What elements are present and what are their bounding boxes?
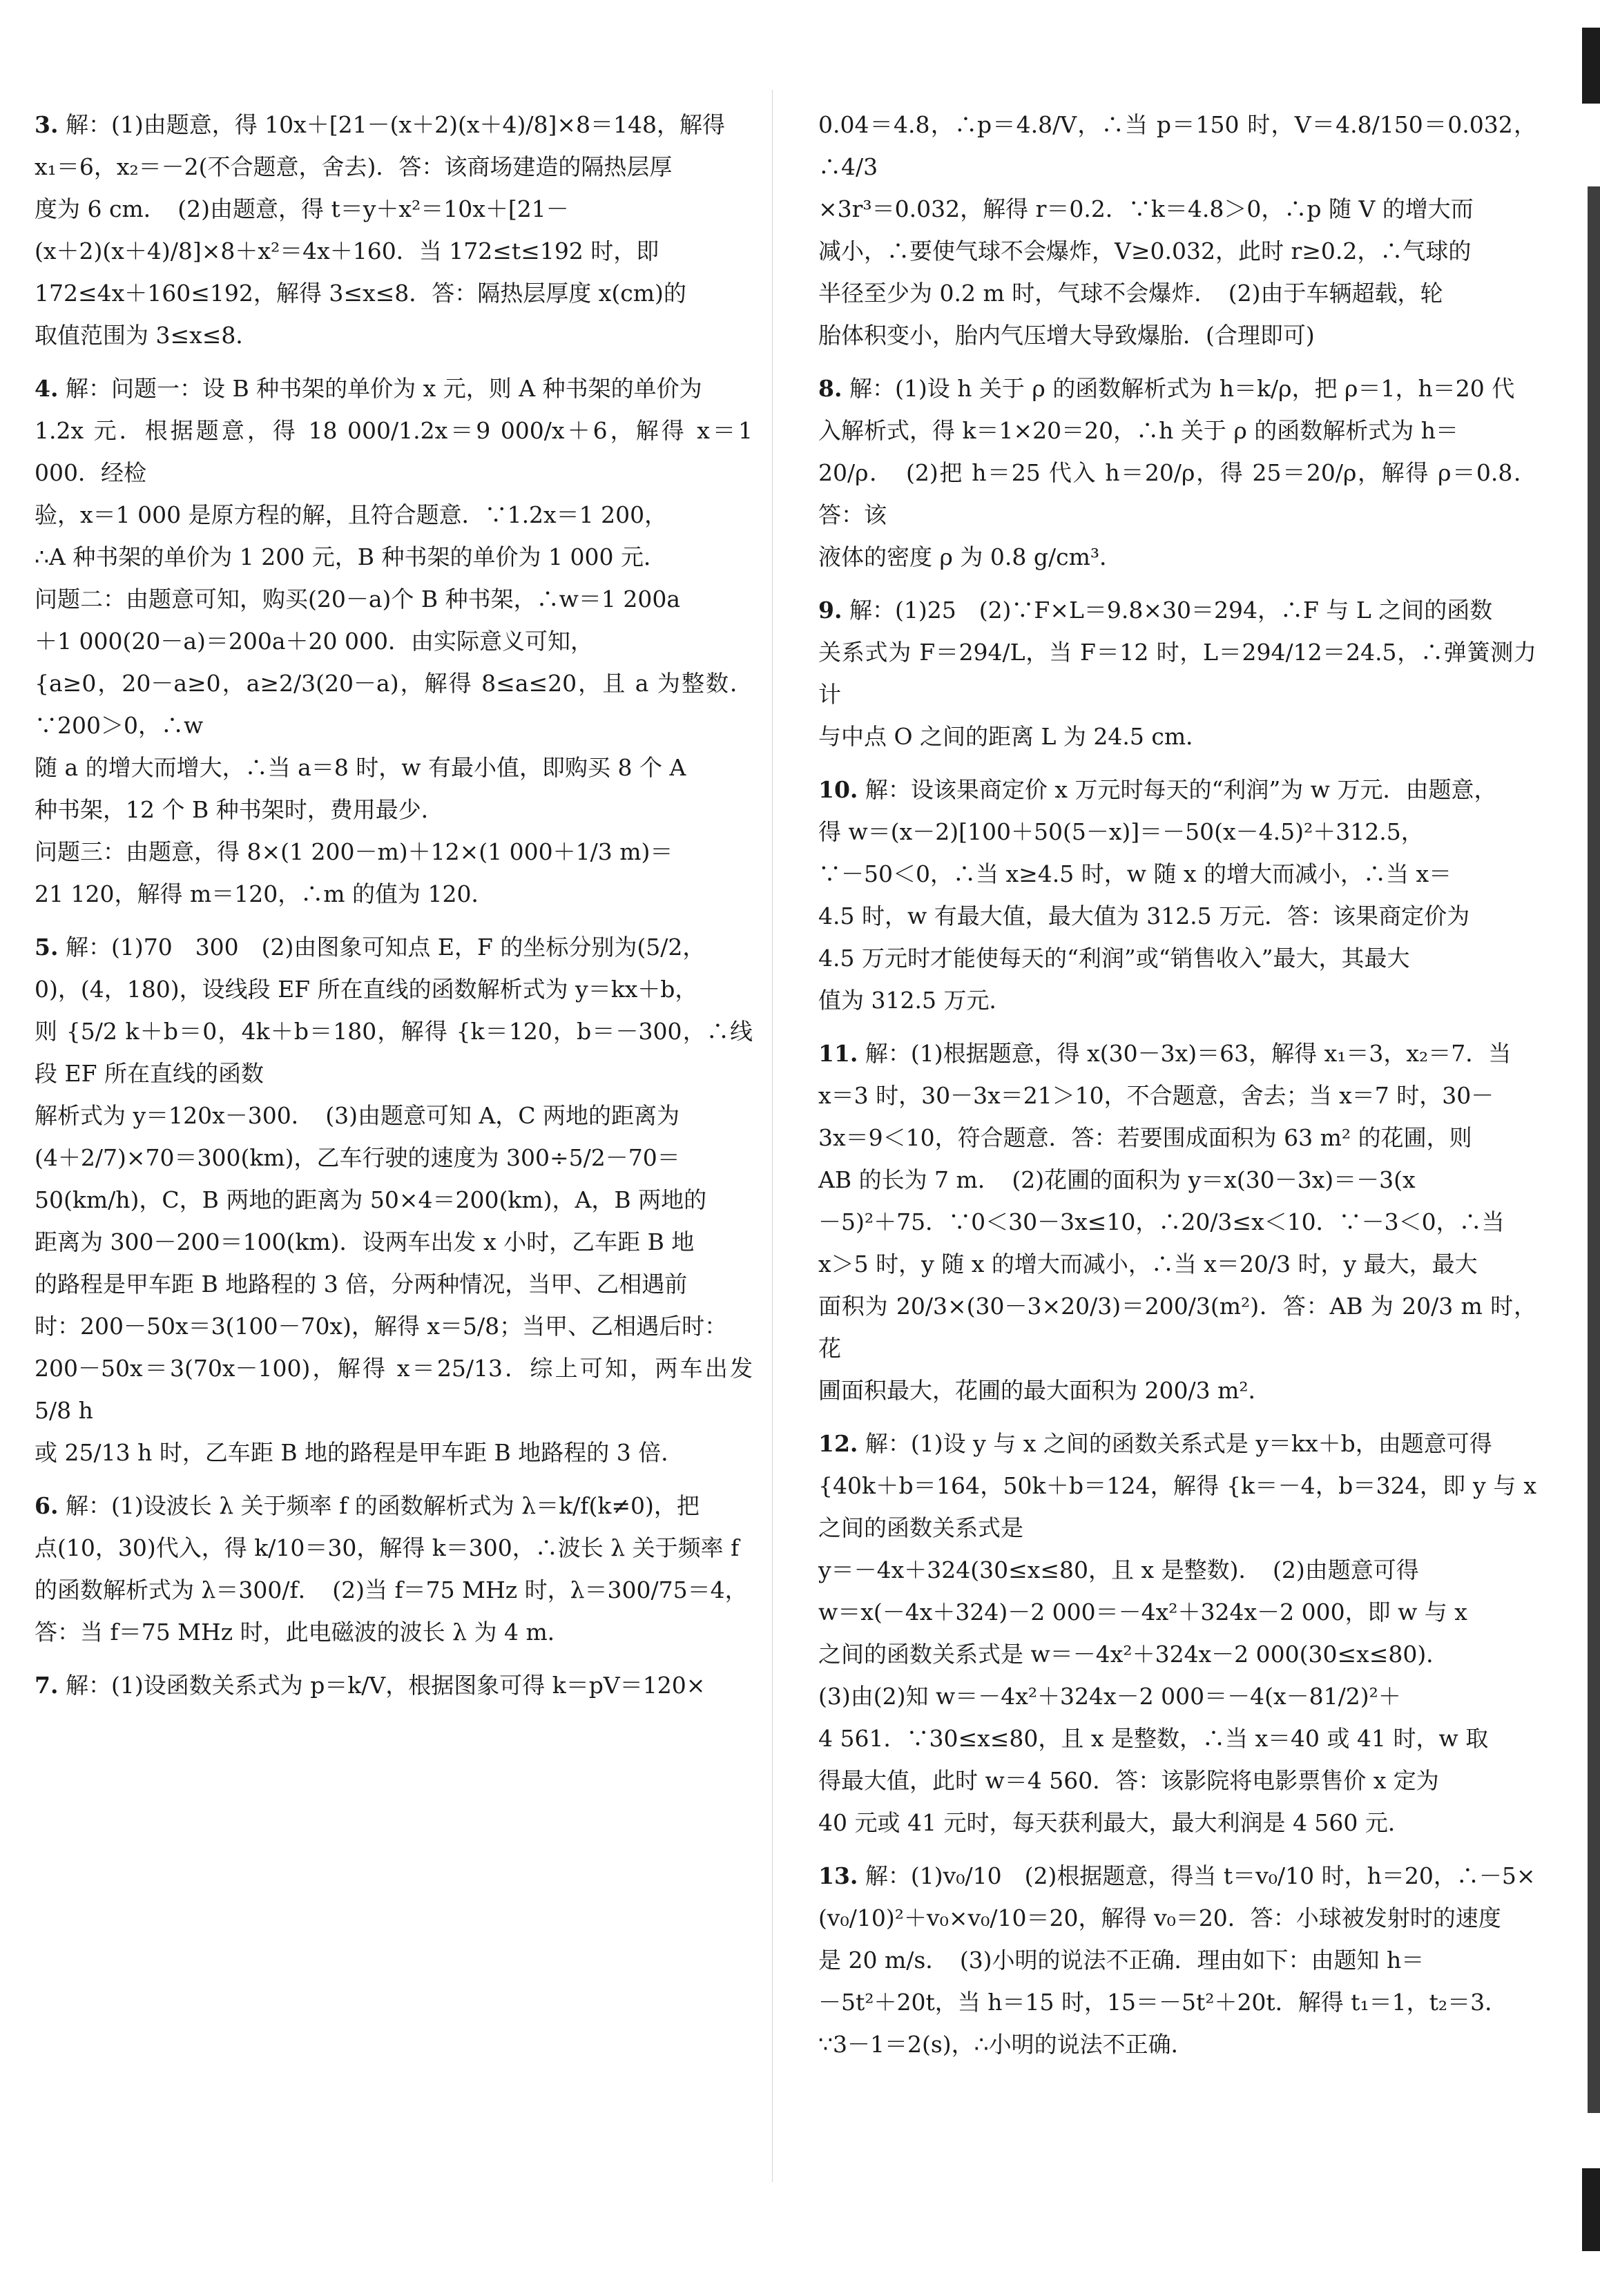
line-text: 问题三：由题意，得 8×(1 200－m)＋12×(1 000＋1/3 m)＝ xyxy=(35,838,673,865)
line-text: 取值范围为 3≤x≤8． xyxy=(35,322,259,349)
solution-line xyxy=(35,230,753,272)
line-text: 点(10，30)代入，得 k/10＝30，解得 k＝300，∴波长 λ 关于频率 f xyxy=(35,1534,740,1561)
solution-line xyxy=(818,536,1536,578)
solution-block xyxy=(35,367,753,915)
solution-block xyxy=(35,1485,753,1653)
solution-block xyxy=(35,1664,753,1706)
line-text: 关系式为 F＝294/L，当 F＝12 时，L＝294/12＝24.5，∴弹簧测力计 xyxy=(818,639,1536,708)
line-text: 值为 312.5 万元． xyxy=(818,987,1012,1014)
line-text: 4.5 万元时才能使每天的“利润”或“销售收入”最大，其最大 xyxy=(818,945,1410,972)
solution-block xyxy=(818,1855,1536,2065)
line-text: 解：(1)70 300 (2)由图象可知点 E，F 的坐标分别为(5/2， xyxy=(65,934,706,961)
solution-line xyxy=(818,1855,1536,1897)
solution-line xyxy=(35,1347,753,1431)
solution-line xyxy=(818,1369,1536,1411)
line-text: 度为 6 cm． (2)由题意，得 t＝y＋x²＝10x＋[21－ xyxy=(35,195,569,222)
solution-block xyxy=(818,367,1536,578)
solution-line xyxy=(35,1305,753,1347)
solution-line xyxy=(35,1431,753,1474)
solution-line xyxy=(818,1633,1536,1675)
solution-line xyxy=(818,1201,1536,1243)
solution-line xyxy=(35,1010,753,1094)
solution-block xyxy=(818,589,1536,758)
line-text: (x＋2)(x＋4)/8]×8＋x²＝4x＋160．当 172≤t≤192 时，即 xyxy=(35,238,659,264)
line-text: 解：(1)设函数关系式为 p＝k/V，根据图象可得 k＝pV＝120× xyxy=(65,1672,706,1699)
line-text: 50(km/h)，C，B 两地的距离为 50×4＝200(km)，A，B 两地的 xyxy=(35,1186,707,1213)
solution-line xyxy=(35,1527,753,1569)
line-text: 解：问题一：设 B 种书架的单价为 x 元，则 A 种书架的单价为 xyxy=(65,375,702,402)
solution-line xyxy=(818,853,1536,895)
solution-line xyxy=(818,188,1536,230)
line-text: 圃面积最大，花圃的最大面积为 200/3 m²． xyxy=(818,1377,1271,1404)
solution-line xyxy=(35,1137,753,1179)
solution-line xyxy=(818,811,1536,853)
line-text: 解：(1)设波长 λ 关于频率 f 的函数解析式为 λ＝k/f(k≠0)，把 xyxy=(65,1492,700,1519)
solution-block xyxy=(818,1032,1536,1411)
line-text: 4.5 时，w 有最大值，最大值为 312.5 万元．答：该果商定价为 xyxy=(818,903,1470,929)
line-text: 面积为 20/3×(30－3×20/3)＝200/3(m²)．答：AB 为 20/3 m 时，花 xyxy=(818,1293,1536,1362)
line-text: x＞5 时，y 随 x 的增大而减小，∴当 x＝20/3 时，y 最大，最大 xyxy=(818,1251,1478,1277)
line-text: 随 a 的增大而增大，∴当 a＝8 时，w 有最小值，即购买 8 个 A xyxy=(35,754,686,781)
line-text: y＝－4x＋324(30≤x≤80，且 x 是整数)． (2)由题意可得 xyxy=(818,1556,1419,1583)
line-text: 4 561．∵30≤x≤80，且 x 是整数，∴当 x＝40 或 41 时，w 取 xyxy=(818,1725,1489,1752)
line-text: 胎体积变小，胎内气压增大导致爆胎．(合理即可) xyxy=(818,322,1315,349)
problem-number: 9. xyxy=(818,597,842,624)
solution-line xyxy=(818,1675,1536,1717)
problem-number: 13. xyxy=(818,1862,858,1889)
left-column xyxy=(35,104,753,1717)
solution-line xyxy=(818,314,1536,356)
solution-line xyxy=(818,1285,1536,1369)
line-text: 之间的函数关系式是 w＝－4x²＋324x－2 000(30≤x≤80)． xyxy=(818,1641,1449,1668)
solution-line xyxy=(35,1221,753,1263)
line-text: 或 25/13 h 时，乙车距 B 地的路程是甲车距 B 地路程的 3 倍． xyxy=(35,1439,684,1466)
solution-block xyxy=(818,1422,1536,1844)
solution-line xyxy=(35,1664,753,1706)
solution-line xyxy=(818,1117,1536,1159)
solution-block xyxy=(818,769,1536,1021)
line-text: {a≥0，20－a≥0，a≥2/3(20－a)，解得 8≤a≤20，且 a 为整数．∵200＞0，∴w xyxy=(35,670,753,739)
problem-number: 12. xyxy=(818,1430,858,1457)
solution-line xyxy=(818,1032,1536,1074)
line-text: 解析式为 y＝120x－300． (3)由题意可知 A，C 两地的距离为 xyxy=(35,1102,680,1129)
line-text: 答：当 f＝75 MHz 时，此电磁波的波长 λ 为 4 m． xyxy=(35,1619,570,1646)
line-text: 种书架，12 个 B 种书架时，费用最少． xyxy=(35,796,444,823)
column-divider xyxy=(772,90,773,2182)
line-text: 20/ρ． (2)把 h＝25 代入 h＝20/ρ，得 25＝20/ρ，解得 ρ＝0.8．答：该 xyxy=(818,459,1536,528)
line-text: x＝3 时，30－3x＝21＞10，不合题意，舍去；当 x＝7 时，30－ xyxy=(818,1082,1494,1109)
solution-line xyxy=(35,662,753,746)
solution-line xyxy=(818,1549,1536,1591)
line-text: ∵－50＜0，∴当 x≥4.5 时，w 随 x 的增大而减小，∴当 x＝ xyxy=(818,860,1452,887)
line-text: 0.04＝4.8，∴p＝4.8/V，∴当 p＝150 时，V＝4.8/150＝0.032，∴4/3 xyxy=(818,111,1536,180)
solution-line xyxy=(818,367,1536,409)
problem-number: 7. xyxy=(35,1672,59,1699)
solution-line xyxy=(35,968,753,1010)
line-text: (3)由(2)知 w＝－4x²＋324x－2 000＝－4(x－81/2)²＋ xyxy=(818,1683,1401,1710)
line-text: ∵3－1＝2(s)，∴小明的说法不正确． xyxy=(818,2031,1194,2058)
solution-block xyxy=(35,104,753,356)
line-text: 200－50x＝3(70x－100)，解得 x＝25/13．综上可知，两车出发 5/8 h xyxy=(35,1355,753,1424)
problem-number: 8. xyxy=(818,375,842,402)
solution-line xyxy=(818,979,1536,1021)
line-text: AB 的长为 7 m． (2)花圃的面积为 y＝x(30－3x)＝－3(x xyxy=(818,1166,1416,1193)
line-text: 得最大值，此时 w＝4 560．答：该影院将电影票售价 x 定为 xyxy=(818,1767,1439,1794)
solution-line xyxy=(818,1074,1536,1117)
scan-edge-mark xyxy=(1582,28,1600,104)
line-text: 得 w＝(x－2)[100＋50(5－x)]＝－50(x－4.5)²＋312.5， xyxy=(818,818,1424,845)
problem-number: 6. xyxy=(35,1492,59,1519)
solution-line xyxy=(818,1802,1536,1844)
line-text: ×3r³＝0.032，解得 r＝0.2．∵k＝4.8＞0，∴p 随 V 的增大而 xyxy=(818,195,1474,222)
solution-line xyxy=(35,926,753,968)
solution-line xyxy=(35,494,753,536)
line-text: 解：设该果商定价 x 万元时每天的“利润”为 w 万元．由题意， xyxy=(865,776,1497,803)
solution-line xyxy=(818,1465,1536,1549)
solution-line xyxy=(818,937,1536,979)
line-text: 是 20 m/s． (3)小明的说法不正确．理由如下：由题知 h＝ xyxy=(818,1947,1425,1974)
line-text: 的路程是甲车距 B 地路程的 3 倍，分两种情况，当甲、乙相遇前 xyxy=(35,1271,688,1297)
solution-line xyxy=(35,789,753,831)
solution-line xyxy=(35,831,753,873)
line-text: 0)，(4，180)，设线段 EF 所在直线的函数解析式为 y＝kx＋b， xyxy=(35,976,698,1003)
line-text: 1.2x 元．根据题意，得 18 000/1.2x＝9 000/x＋6，解得 x＝1 000．经检 xyxy=(35,417,753,486)
line-text: 3x＝9＜10，符合题意．答：若要围成面积为 63 m² 的花圃，则 xyxy=(818,1124,1472,1151)
solution-block xyxy=(818,104,1536,356)
line-text: 距离为 300－200＝100(km)．设两车出发 x 小时，乙车距 B 地 xyxy=(35,1228,695,1255)
solution-line xyxy=(35,104,753,146)
solution-line xyxy=(818,715,1536,758)
solution-line xyxy=(35,578,753,620)
line-text: 的函数解析式为 λ＝300/f． (2)当 f＝75 MHz 时，λ＝300/75＝4， xyxy=(35,1576,748,1603)
line-text: {40k＋b＝164，50k＋b＝124，解得 {k＝－4，b＝324，即 y 与 x 之间的函数关系式是 xyxy=(818,1472,1536,1541)
solution-line xyxy=(35,1485,753,1527)
problem-number: 11. xyxy=(818,1040,858,1067)
solution-line xyxy=(818,104,1536,188)
problem-number: 5. xyxy=(35,934,59,961)
solution-line xyxy=(818,589,1536,631)
problem-number: 4. xyxy=(35,375,59,402)
line-text: 液体的密度 ρ 为 0.8 g/cm³． xyxy=(818,543,1123,570)
solution-line xyxy=(818,895,1536,937)
line-text: 40 元或 41 元时，每天获利最大，最大利润是 4 560 元． xyxy=(818,1809,1411,1836)
solution-line xyxy=(818,1897,1536,1939)
scan-edge-mark xyxy=(1582,2168,1600,2251)
solution-line xyxy=(818,452,1536,536)
line-text: 时：200－50x＝3(100－70x)，解得 x＝5/8；当甲、乙相遇后时： xyxy=(35,1313,728,1340)
solution-line xyxy=(818,2023,1536,2065)
solution-line xyxy=(35,367,753,409)
solution-line xyxy=(818,1939,1536,1981)
solution-line xyxy=(818,230,1536,272)
solution-line xyxy=(818,1981,1536,2023)
line-text: x₁＝6，x₂＝－2(不合题意，舍去)．答：该商场建造的隔热层厚 xyxy=(35,153,673,180)
solution-line xyxy=(818,1591,1536,1633)
solution-line xyxy=(35,409,753,494)
line-text: －5t²＋20t，当 h＝15 时，15＝－5t²＋20t．解得 t₁＝1，t₂＝3． xyxy=(818,1989,1508,2016)
line-text: 172≤4x＋160≤192，解得 3≤x≤8．答：隔热层厚度 x(cm)的 xyxy=(35,280,686,307)
line-text: 半径至少为 0.2 m 时，气球不会爆炸． (2)由于车辆超载，轮 xyxy=(818,280,1443,307)
line-text: 入解析式，得 k＝1×20＝20，∴h 关于 ρ 的函数解析式为 h＝ xyxy=(818,417,1458,444)
line-text: ∴A 种书架的单价为 1 200 元，B 种书架的单价为 1 000 元． xyxy=(35,543,666,570)
line-text: 21 120，解得 m＝120，∴m 的值为 120． xyxy=(35,880,494,907)
solution-line xyxy=(35,620,753,662)
line-text: (4＋2/7)×70＝300(km)，乙车行驶的速度为 300÷5/2－70＝ xyxy=(35,1144,680,1171)
line-text: －5)²＋75．∵0＜30－3x≤10，∴20/3≤x＜10．∵－3＜0，∴当 xyxy=(818,1208,1505,1235)
line-text: 减小，∴要使气球不会爆炸，V≥0.032，此时 r≥0.2，∴气球的 xyxy=(818,238,1472,264)
problem-number: 3. xyxy=(35,111,59,138)
line-text: 解：(1)v₀/10 (2)根据题意，得当 t＝v₀/10 时，h＝20，∴－5× xyxy=(865,1862,1536,1889)
solution-line xyxy=(35,272,753,314)
problem-number: 10. xyxy=(818,776,858,803)
right-column xyxy=(818,104,1536,2076)
line-text: 解：(1)设 h 关于 ρ 的函数解析式为 h＝k/ρ，把 ρ＝1，h＝20 代 xyxy=(849,375,1515,402)
solution-block xyxy=(35,926,753,1474)
line-text: 则 {5/2 k＋b＝0，4k＋b＝180，解得 {k＝120，b＝－300，∴线段 EF 所在直线的函数 xyxy=(35,1018,753,1087)
solution-line xyxy=(818,409,1536,452)
solution-line xyxy=(818,1759,1536,1802)
solution-line xyxy=(35,873,753,915)
solution-line xyxy=(818,769,1536,811)
scan-edge-mark xyxy=(1588,186,1600,2113)
solution-line xyxy=(818,631,1536,715)
solution-line xyxy=(35,1611,753,1653)
line-text: w＝x(－4x＋324)－2 000＝－4x²＋324x－2 000，即 w 与 x xyxy=(818,1599,1467,1625)
solution-line xyxy=(818,1717,1536,1759)
line-text: 验，x＝1 000 是原方程的解，且符合题意．∵1.2x＝1 200， xyxy=(35,501,668,528)
line-text: 解：(1)根据题意，得 x(30－3x)＝63，解得 x₁＝3，x₂＝7．当 xyxy=(865,1040,1512,1067)
solution-line xyxy=(35,1094,753,1137)
line-text: 解：(1)设 y 与 x 之间的函数关系式是 y＝kx＋b，由题意可得 xyxy=(865,1430,1492,1457)
line-text: 解：(1)25 (2)∵F×L＝9.8×30＝294，∴F 与 L 之间的函数 xyxy=(849,597,1493,624)
solution-line xyxy=(35,1179,753,1221)
solution-line xyxy=(35,1263,753,1305)
solution-line xyxy=(818,1159,1536,1201)
solution-line xyxy=(35,746,753,789)
solution-line xyxy=(35,188,753,230)
solution-line xyxy=(35,1569,753,1611)
line-text: 问题二：由题意可知，购买(20－a)个 B 种书架，∴w＝1 200a xyxy=(35,586,681,612)
solution-line xyxy=(818,1243,1536,1285)
line-text: 与中点 O 之间的距离 L 为 24.5 cm． xyxy=(818,723,1209,750)
line-text: 解：(1)由题意，得 10x＋[21－(x＋2)(x＋4)/8]×8＝148，解得 xyxy=(65,111,725,138)
solution-line xyxy=(818,272,1536,314)
solution-line xyxy=(818,1422,1536,1465)
solution-line xyxy=(35,314,753,356)
line-text: ＋1 000(20－a)＝200a＋20 000．由实际意义可知， xyxy=(35,628,594,655)
line-text: (v₀/10)²＋v₀×v₀/10＝20，解得 v₀＝20．答：小球被发射时的速度 xyxy=(818,1904,1501,1931)
solution-line xyxy=(35,146,753,188)
solution-line xyxy=(35,536,753,578)
